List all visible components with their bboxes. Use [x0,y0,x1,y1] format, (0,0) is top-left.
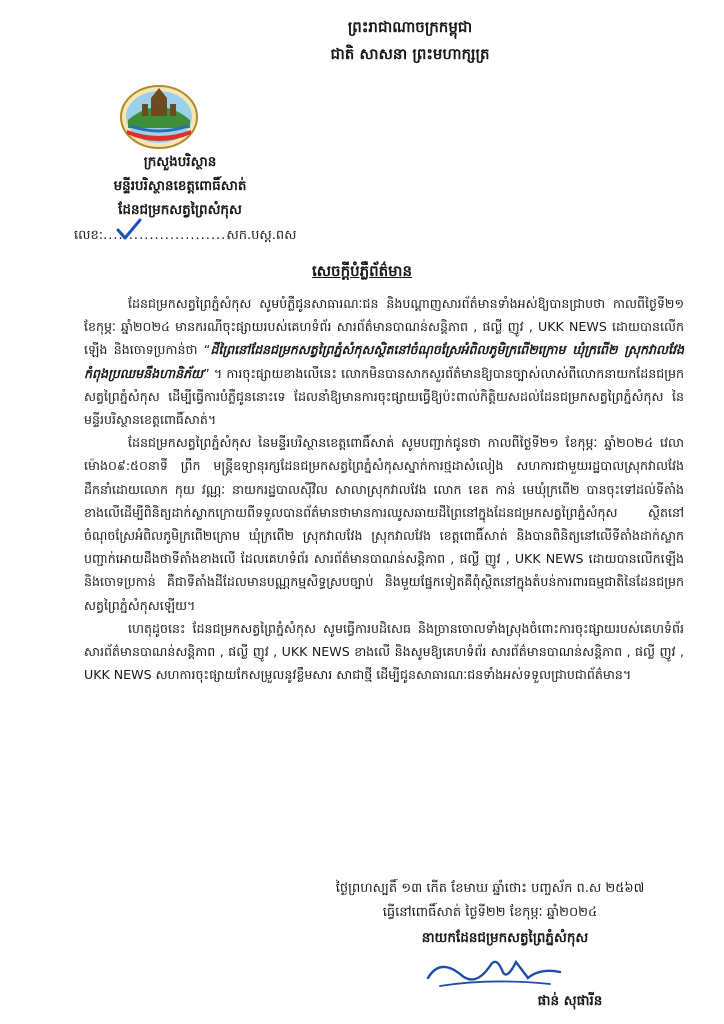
solar-date: ធ្វើនៅពោធិ៍សាត់ ថ្ងៃទី២២ ខែកុម្ភៈ ឆ្នាំ២០២៤ [382,905,598,920]
sanctuary-name: ដែនជម្រកសត្វព្រៃសំកុស [118,202,242,218]
paragraph-1 [84,292,684,431]
paragraph-2: ដែនជម្រកសត្វព្រៃភ្នំសំកុស នៃមន្ទីរបរិស្ថានខេត្តពោធិ៍សាត់ សូមបញ្ជាក់ជូនថា កាលពីថ្ងៃទី២១ ខែកុម្ភៈ ឆ្នាំ២០២៤ វេលាម៉ោង០៩:៥០នាទី ព្រឹក មន្ត្រីឧទ្យានុរក្សដែនជម្រកសត្វព្រៃភ្នំសំកុសស្នាក់ការថ្មដាសំលៀង សហការជាមួយរដ្ឋបាលស្រុកវាលវែងដឹកនាំដោយលោក កុយ វណ្ណៈ នាយករដ្ឋបាលស៊ីវិល សាលាស្រុកវាលវែង លោក ខេត កាន់ មេឃុំក្រពើ២ បានចុះទៅដល់ទីតាំងខាងលើដើម្បីពិនិត្យដាក់ស្លាកក្រោយពីទទួលបានព័ត៌មានថាមានការឈូសឆាយដីព្រៃនៅក្នុងដែនជម្រកសត្វព្រៃភ្នំសំកុស ស្ថិតនៅចំណុចស្រែអំពិលភូមិក្រពើ២ក្រោម ឃុំក្រពើ២ ស្រុកវាលវែង ស្រុកវាលវែង ខេត្តពោធិ៍សាត់ និងបានពិនិត្យនៅលើទីតាំងដាក់ស្លាកបញ្ជាក់អោយដឹងថាទីតាំងខាងលើ ដែលគេហទំព័រ សារព័ត៌មានបាណន់សន្តិភាព , ផល្លី ញូវ , UKK NEWS ដោយបានលើកឡើង និងចោទប្រកាន់ គឺជាទីតាំងដីដែលមានបណ្ណកម្មសិទ្ធស្របច្បាប់ និងមួយផ្នែកទៀតគឺពុំស្ថិតនៅក្នុងតំបន់ការពារធម្មជាតិនៃដែនជម្រកសត្វព្រៃភ្នំសំកុសឡើយ។ [84,435,684,613]
signer-name: ផាន់ សុផារីន [537,993,603,1009]
paragraph-1-rest: ” ។ ការចុះផ្សាយខាងលើនេះ លោកមិនបានសាកសួរព័ត៌មានឱ្យបានច្បាស់លាស់ពីលោកនាយកដែនជម្រកសត្វព្រៃភ្នំសំកុស ដើម្បីធ្វើការបំភ្លឺជូននោះទេ ដែលនាំឱ្យមានការចុះផ្សាយធ្វើឱ្យប៉ះពាល់កិត្តិយសដល់ដែនជម្រកសត្វព្រៃភ្នំសំកុស នៃមន្ទីរបរិស្ថានខេត្តពោធិ៍សាត់។ [84,365,684,428]
kingdom-title: ព្រះរាជាណាចក្រកម្ពុជា [347,18,473,36]
department-name: មន្ទីរបរិស្ថានខេត្តពោធិ៍សាត់ [113,178,247,194]
ministry-block [70,150,290,222]
paragraph-3: ហេតុដូចនេះ ដែនជម្រកសត្វព្រៃភ្នំសំកុស សូមធ្វើការបដិសេធ និងច្រានចោលទាំងស្រុងចំពោះការចុះផ្សាយរបស់គេហទំព័រ សារព័ត៌មានបាណន់សន្តិភាព , ផល្លី ញូវ , UKK NEWS ខាងលើ និងសូមឱ្យគេហទំព័រ សារព័ត៌មានបាណន់សន្តិភាព , ផល្លី ញូវ , UKK NEWS សហការចុះផ្សាយកែសម្រួលនូវខ្លឹមសារ សាជាថ្មី ដើម្បីជូនសាធារណៈជនទាំងអស់ទទួលជ្រាបជាព័ត៌មាន។ [84,620,684,683]
signature-icon [420,948,570,994]
checkmark-icon [116,218,142,240]
lunar-date: ថ្ងៃព្រហស្បតិ៍ ១៣ កើត ខែមាឃ ឆ្នាំថោះ បញ្ចស័ក ព.ស ២៥៦៧ [335,881,645,896]
reference-suffix: សក.បស្ត.ពស [226,228,297,243]
document-body [84,292,684,686]
ministry-logo-icon [118,84,200,150]
date-block [290,877,690,925]
national-motto: ជាតិ សាសនា ព្រះមហាក្សត្រ [330,45,490,63]
paragraph-1-intro: ដែនជម្រកសត្វព្រៃភ្នំសំកុស សូមបំភ្លឺជូនសាធារណៈជន និងបណ្ដាញសារព័ត៌មានទាំងអស់ឱ្យបានជ្រាបថា កាលពីថ្ងៃទី២១ ខែកុម្ភៈ ឆ្នាំ២០២៤ មានករណីចុះផ្សាយរបស់គេហទំព័រ សារព័ត៌មានបាណន់សន្តិភាព , ផល្លី ញូវ , UKK NEWS ដោយបានលើកឡើង និងចោទប្រកាន់ថា “ [84,296,684,358]
paragraph-1-quote: ដីព្រៃនៅដែនជម្រកសត្វព្រៃភ្នំសំកុសស្ថិតនៅចំណុចស្រែអំពិលភូមិក្រពើ២ក្រោម ឃុំក្រពើ២ ស្រុកវាលវែង កំពុងប្រឈមនឹងហានិភ័យ [84,342,685,381]
kingdom-header [250,14,570,68]
reference-label: លេខ: [74,228,104,243]
reference-dots: ........................ [103,228,227,243]
ministry-name: ក្រសួងបរិស្ថាន [143,154,217,170]
reference-number [74,226,296,246]
document-title: សេចក្ដីបំភ្លឺព័ត៌មាន [312,262,412,280]
signer-title: នាយកដែនជម្រកសត្វព្រៃភ្នំសំកុស [421,930,589,946]
